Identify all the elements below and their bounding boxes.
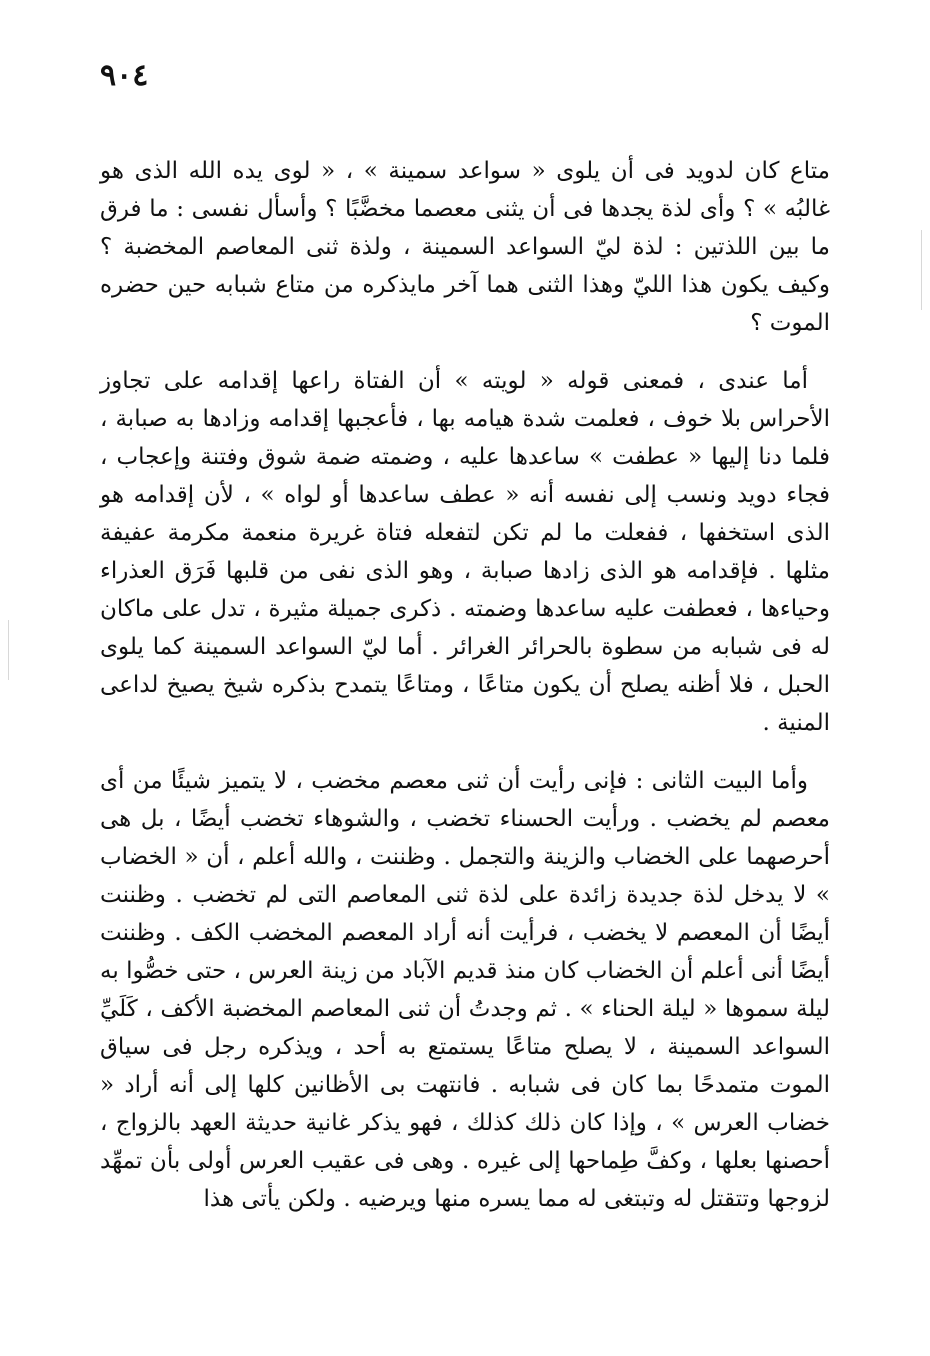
paragraph-3: وأما البيت الثانى : فإنى رأيت أن ثنى معصم مخضب ، لا يتميز شيئًا من أى معصم لم يخضب . ورأيت الحسناء تخضب ، والشوهاء تخضب أيضًا ، بل هى أحرصهما على الخضاب والزينة والتجمل . وظننت ، والله أعلم ، أن « الخضاب » لا يدخل لذة جديدة زائدة على لذة ثنى المعاصم التى لم تخضب . وظننت أيضًا أن المعصم لا يخضب ، فرأيت أنه أراد المعصم المخضب الكف . وظننت أيضًا أنى أعلم أن الخضاب كان منذ قديم الآباد من زينة العرس ، حتى خصُّوا به ليلة سموها « ليلة الحناء » . ثم وجدتُ أن ثنى المعاصم المخضبة الأكف ، كَلَيِّ السواعد السمينة ، لا يصلح متاعًا يستمتع به أحد ، ويذكره رجل فى سياق الموت متمدحًا بما كان فى شبابه . فانتهت بى الأظانين كلها إلى أنه أراد « خضاب العرس » ، وإذا كان ذلك كذلك ، فهو يذكر غانية حديثة العهد بالزواج ، أحصنها بعلها ، وكفَّ طِماحها إلى غيره . وهى فى عقيب العرس أولى بأن تمهِّد لزوجها وتتقتل له وتبتغى له مما يسره منها ويرضيه . ولكن يأتى هذا [100, 768, 830, 1212]
page-body [100, 152, 830, 1218]
paragraph-1: متاع كان لدويد فى أن يلوى « سواعد سمينة » ، « لوى يده الله الذى هو غالبُه » ؟ وأى لذة يجدها فى أن يثنى معصما مخضَّبًا ؟ وأسأل نفسى : ما فرق ما بين اللذتين : لذة ليّ السواعد السمينة ، ولذة ثنى المعاصم المخضبة ؟ وكيف يكون هذا الليّ وهذا الثنى هما آخر مايذكره من متاع شبابه حين حضره الموت ؟ [100, 158, 830, 336]
scan-margin-mark [8, 620, 9, 680]
page-number: ٩٠٤ [100, 58, 149, 93]
scan-margin-mark [921, 230, 922, 310]
paragraph-2: أما عندى ، فمعنى قوله « لويته » أن الفتاة راعها إقدامه على تجاوز الأحراس بلا خوف ، فعلمت شدة هيامه بها ، فأعجبها إقدامه وزادها به صبابة ، فلما دنا إليها « عطفت » ساعدها عليه ، وضمته ضمة شوق وفتنة وإعجاب ، فجاء دويد ونسب إلى نفسه أنه « عطف ساعدها أو لواه » ، لأن إقدامه هو الذى استخفها ، ففعلت ما لم تكن لتفعله فتاة غريرة منعمة مكرمة عفيفة مثلها . فإقدامه هو الذى زادها صبابة ، وهو الذى نفى من قلبها فَرَق العذراء وحياءها ، فعطفت عليه ساعدها وضمته . ذكرى جميلة مثيرة ، تدل على ماكان له فى شبابه من سطوة بالحرائر الغرائر . أما ليّ السواعد السمينة كما يلوى الحبل ، فلا أظنه يصلح أن يكون متاعًا ، ومتاعًا يتمدح بذكره شيخ يصيخ لداعى المنية . [100, 368, 830, 736]
